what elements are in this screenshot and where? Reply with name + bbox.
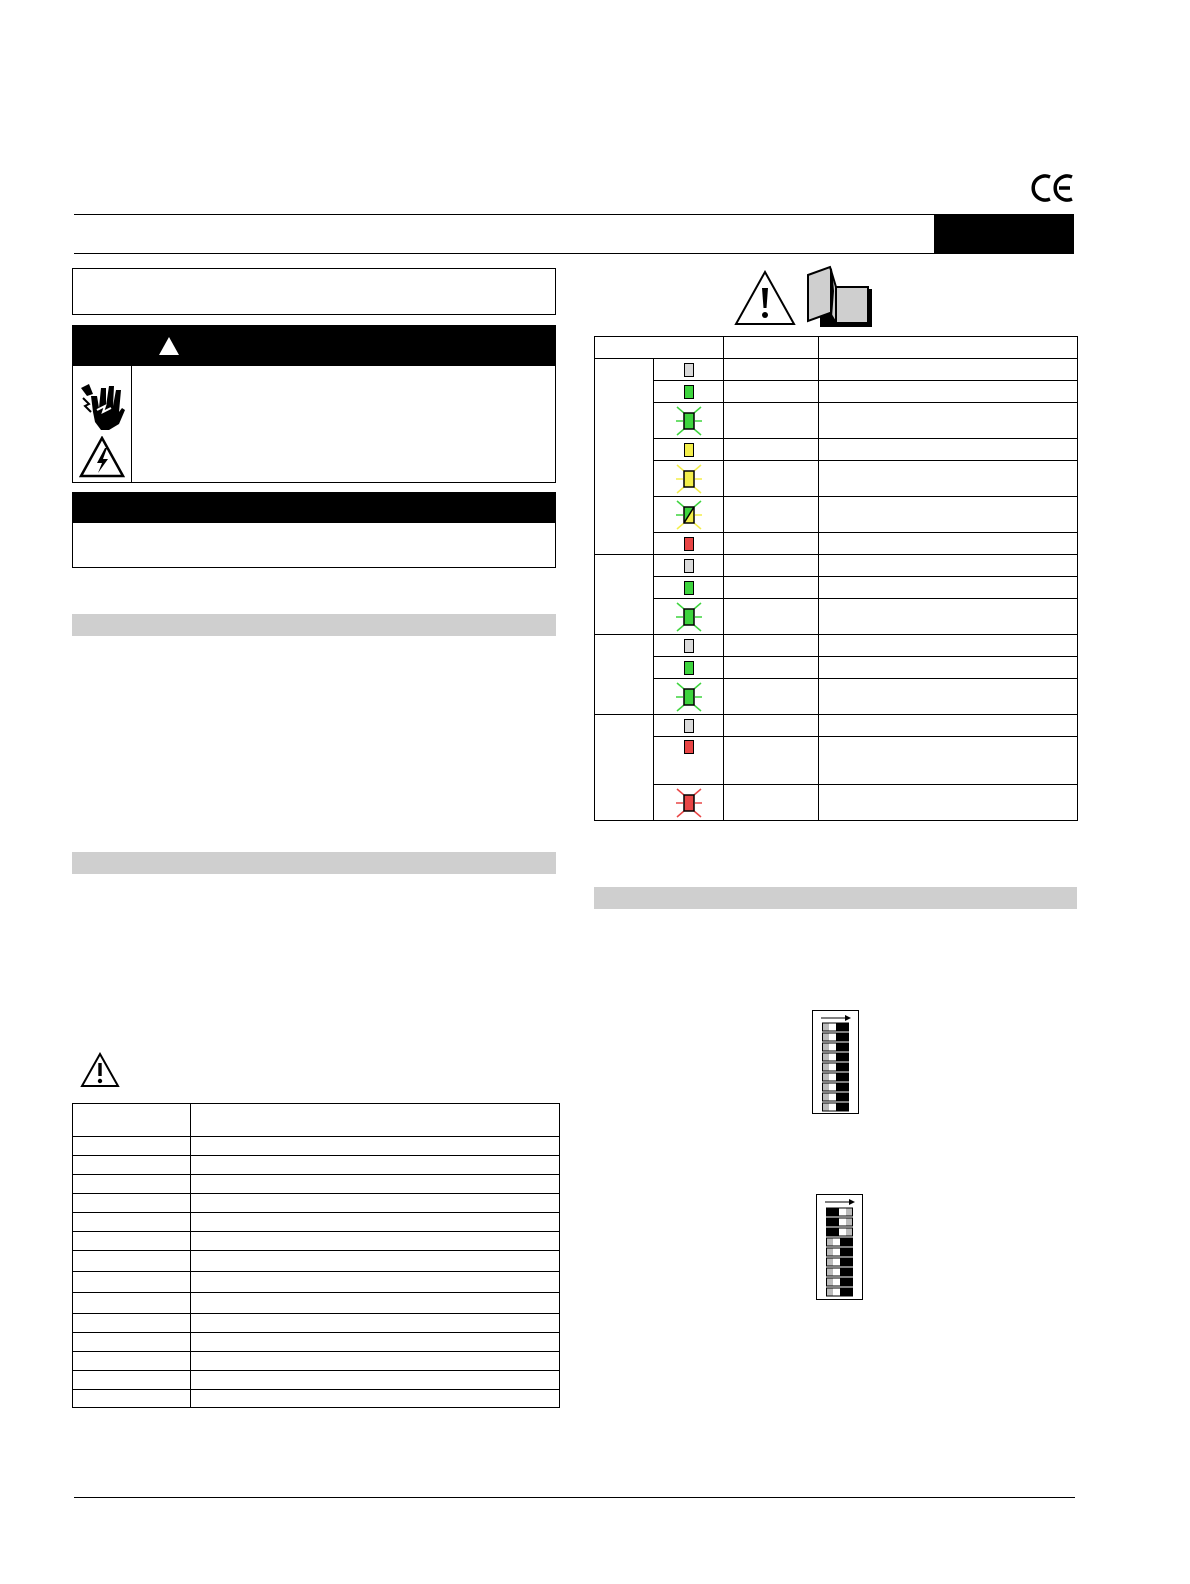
led-off-icon	[684, 719, 694, 733]
title-top-rule	[74, 214, 1074, 215]
caution-box	[72, 492, 556, 568]
led-red-blink-icon	[676, 788, 702, 818]
danger-icon-column	[73, 366, 132, 482]
dip-switch-block-1	[812, 1010, 859, 1114]
led-green-icon	[684, 661, 694, 675]
section-header-bar-1	[72, 614, 556, 636]
dip-direction-arrow-icon	[821, 1014, 851, 1022]
electric-shock-hand-icon	[79, 382, 127, 432]
section-header-bar-2	[72, 852, 556, 874]
led-off-icon	[684, 639, 694, 653]
dip-switch-on	[823, 1033, 849, 1041]
dip-switch-on	[827, 1258, 853, 1266]
led-green-icon	[684, 385, 694, 399]
dip-switch-on	[823, 1093, 849, 1101]
danger-header	[72, 325, 556, 366]
dip-switch-on	[823, 1073, 849, 1081]
led-green-blink-icon	[676, 406, 702, 436]
section-header-bar-3	[594, 887, 1077, 909]
caution-triangle-icon	[80, 1052, 120, 1088]
dip-switch-positions	[823, 1023, 849, 1111]
led-yellow-blink-icon	[676, 464, 702, 494]
dip-switch-on	[827, 1248, 853, 1256]
dip-switch-positions	[827, 1208, 853, 1296]
led-red-icon	[684, 537, 694, 551]
dip-switch-off	[827, 1218, 853, 1226]
dip-switch-off	[827, 1208, 853, 1216]
danger-triangle-icon	[158, 336, 180, 356]
led-green-yellow-alternating-icon	[676, 500, 702, 530]
dip-switch-on	[823, 1063, 849, 1071]
dip-direction-arrow-icon	[825, 1198, 855, 1206]
led-red-icon	[684, 740, 694, 754]
dip-switch-on	[827, 1238, 853, 1246]
led-status-table	[594, 336, 1078, 821]
dip-switch-off	[827, 1228, 853, 1236]
dip-switch-on	[827, 1288, 853, 1296]
intro-box	[72, 268, 556, 315]
caution-header	[72, 492, 556, 523]
danger-box	[72, 325, 556, 483]
dip-switch-on	[823, 1103, 849, 1111]
title-black-block	[934, 214, 1074, 254]
led-off-icon	[684, 363, 694, 377]
dip-switch-block-2	[816, 1194, 863, 1300]
dip-switch-on	[823, 1023, 849, 1031]
dip-switch-on	[823, 1043, 849, 1051]
warning-triangle-icon	[734, 270, 796, 326]
dip-switch-on	[823, 1053, 849, 1061]
led-off-icon	[684, 559, 694, 573]
dip-switch-on	[827, 1278, 853, 1286]
electrical-hazard-triangle-icon	[79, 436, 125, 478]
title-bottom-rule	[74, 253, 1074, 254]
led-green-icon	[684, 581, 694, 595]
read-manual-book-icon	[806, 265, 874, 329]
parameter-table	[72, 1103, 560, 1408]
led-yellow-icon	[684, 443, 694, 457]
ce-mark-icon	[1030, 172, 1076, 204]
dip-switch-on	[823, 1083, 849, 1091]
led-green-blink-icon	[676, 602, 702, 632]
led-green-blink-icon	[676, 682, 702, 712]
footer-rule	[74, 1497, 1075, 1498]
dip-switch-on	[827, 1268, 853, 1276]
